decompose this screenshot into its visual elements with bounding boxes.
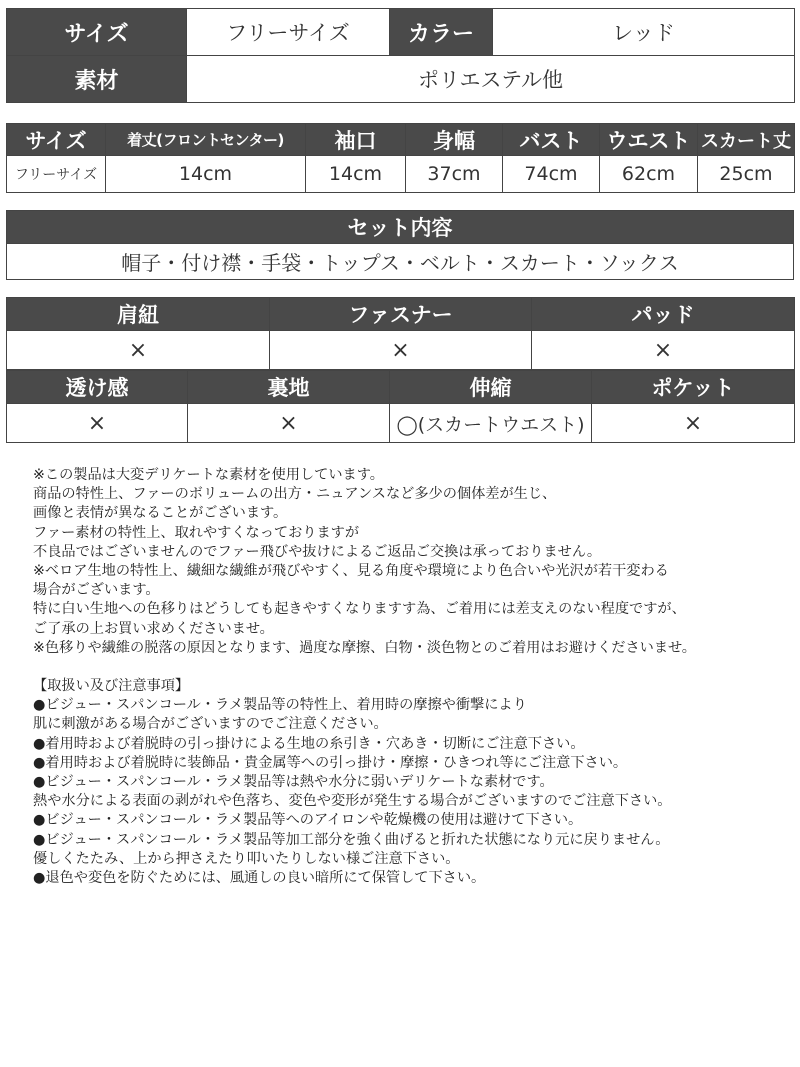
cell-waist: 62cm [600,156,698,193]
stretch-value: ◯(スカートウエスト) [390,404,592,443]
measurements-header-row [7,124,795,156]
note-line: ファー素材の特性上、取れやすくなっておりますが [33,524,360,541]
col-header-waist: ウエスト [600,124,698,156]
zipper-value: × [270,331,532,370]
care-line: ●ビジュー・スパンコール・ラメ製品等は熱や水分に弱いデリケートな素材です。 [33,774,554,790]
set-contents-value: 帽子・付け襟・手袋・トップス・ベルト・スカート・ソックス [7,244,794,280]
notes-spacer [33,658,793,677]
note-line: ご了承の上お買い求めくださいませ。 [33,620,274,637]
care-line: 熱や水分による表面の剥がれや色落ち、変色や変形が発生する場合がございますのでご注意下さい。 [33,793,672,810]
set-contents-label: セット内容 [7,211,794,244]
sheerness-value: × [7,404,188,443]
material-value: ポリエステル他 [187,56,795,103]
measurements-value-row [7,156,795,193]
material-row [7,56,795,103]
features-1-header-row [7,298,795,331]
note-line: 不良品ではございませんのでファー飛びや抜けによるご返品ご交換は承っておりません。 [33,543,602,560]
care-line: 優しくたたみ、上から押さえたり叩いたりしない様ご注意下さい。 [33,850,460,867]
cell-skirt-length: 25cm [698,156,795,193]
set-contents-table [6,210,794,280]
care-line: ●ビジュー・スパンコール・ラメ製品等加工部分を強く曲げると折れた状態になり元に戻りません。 [33,831,670,848]
care-notes [33,466,793,888]
features-2-header-row [7,371,795,404]
zipper-label: ファスナー [270,298,532,331]
col-header-cuff: 袖口 [306,124,406,156]
features-table-2 [6,370,795,443]
pad-value: × [532,331,795,370]
col-header-size: サイズ [7,124,106,156]
measurements-table [6,123,795,193]
stretch-label: 伸縮 [390,371,592,404]
shoulder-strap-value: × [7,331,270,370]
care-line: ●ビジュー・スパンコール・ラメ製品等の特性上、着用時の摩擦や衝撃により [33,697,527,714]
note-line: ※この製品は大変デリケートな素材を使用しています。 [33,467,384,483]
cell-bust: 74cm [503,156,600,193]
sheerness-label: 透け感 [7,371,188,404]
features-table-1 [6,297,795,370]
size-value: フリーサイズ [187,9,390,56]
care-line: ●退色や変色を防ぐためには、風通しの良い暗所にて保管して下さい。 [33,869,486,886]
features-1-value-row [7,331,795,370]
pocket-value: × [592,404,795,443]
note-line: ※ベロア生地の特性上、繊細な繊維が飛びやすく、見る角度や環境により色合いや光沢が若干変わる [33,562,669,579]
cell-cuff: 14cm [306,156,406,193]
note-line: ※色移りや繊維の脱落の原因となります、過度な摩擦、白物・淡色物とのご着用はお避けくださいませ。 [33,639,696,656]
note-line: 画像と表情が異なることがございます。 [33,505,288,522]
lining-value: × [188,404,390,443]
care-heading: 【取扱い及び注意事項】 [33,678,190,695]
cell-size: フリーサイズ [7,156,106,193]
cell-width: 37cm [406,156,503,193]
col-header-length: 着丈(フロントセンター) [106,124,306,156]
col-header-width: 身幅 [406,124,503,156]
note-line: 場合がございます。 [33,582,160,599]
care-line: 肌に刺激がある場合がございますのでご注意ください。 [33,716,388,733]
color-label: カラー [390,9,493,56]
basic-info-table [6,8,795,103]
material-label: 素材 [7,56,187,103]
cell-length: 14cm [106,156,306,193]
care-line: ●ビジュー・スパンコール・ラメ製品等へのアイロンや乾燥機の使用は避けて下さい。 [33,812,583,829]
note-line: 商品の特性上、ファーのボリュームの出方・ニュアンスなど多少の個体差が生じ、 [33,486,557,503]
size-color-row [7,9,795,56]
shoulder-strap-label: 肩紐 [7,298,270,331]
care-line: ●着用時および着脱時の引っ掛けによる生地の糸引き・穴あき・切断にご注意下さい。 [33,735,585,752]
col-header-skirt-length: スカート丈 [698,124,795,156]
note-line: 特に白い生地への色移りはどうしても起きやすくなりますす為、ご着用には差支えのない程度ですが、 [33,601,686,618]
features-2-value-row [7,404,795,443]
care-line: ●着用時および着脱時に装飾品・貴金属等への引っ掛け・摩擦・ひきつれ等にご注意下さい。 [33,754,628,771]
lining-label: 裏地 [188,371,390,404]
size-label: サイズ [7,9,187,56]
col-header-bust: バスト [503,124,600,156]
pad-label: パッド [532,298,795,331]
pocket-label: ポケット [592,371,795,404]
color-value: レッド [493,9,795,56]
